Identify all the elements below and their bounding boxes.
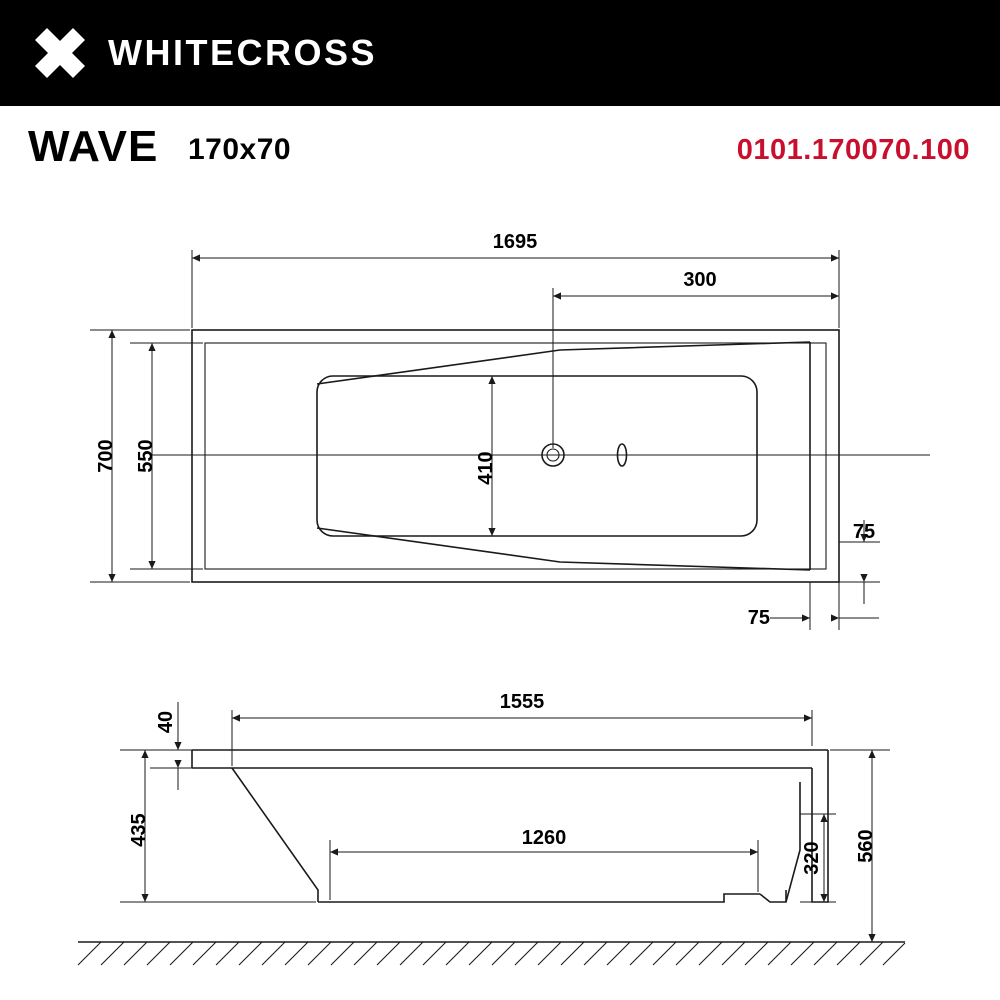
dim-rim-length: 1555 [499,691,545,713]
model-name: WAVE [28,122,159,171]
brand-header [0,0,1000,106]
dim-rim-thickness: 40 [155,710,177,734]
dim-bowl-width: 410 [475,451,497,485]
dim-bottom-length: 1260 [521,827,567,849]
article-code: 0101.170070.100 [736,134,970,166]
side-view-dimensions [120,691,890,942]
dim-rim-right: 75 [852,521,876,543]
model-size: 170x70 [188,133,292,166]
x-cross-logo-icon [32,25,88,81]
dim-inner-width: 550 [135,439,157,473]
dim-drain-offset: 300 [683,269,717,291]
dim-overall-width: 700 [95,439,117,473]
dim-body-height: 435 [128,813,150,847]
dim-overall-length: 1695 [492,231,538,253]
brand-name: WHITECROSS [108,32,378,73]
top-view-dimensions [90,231,880,630]
dim-leg-height: 320 [801,841,823,875]
title-row [0,106,1000,192]
technical-drawing [0,190,1000,1000]
dim-total-height: 560 [855,829,877,863]
bathtub-top-view-geometry [150,330,930,582]
bathtub-side-view-geometry [78,750,905,965]
dim-rim-bottom: 75 [747,607,770,629]
